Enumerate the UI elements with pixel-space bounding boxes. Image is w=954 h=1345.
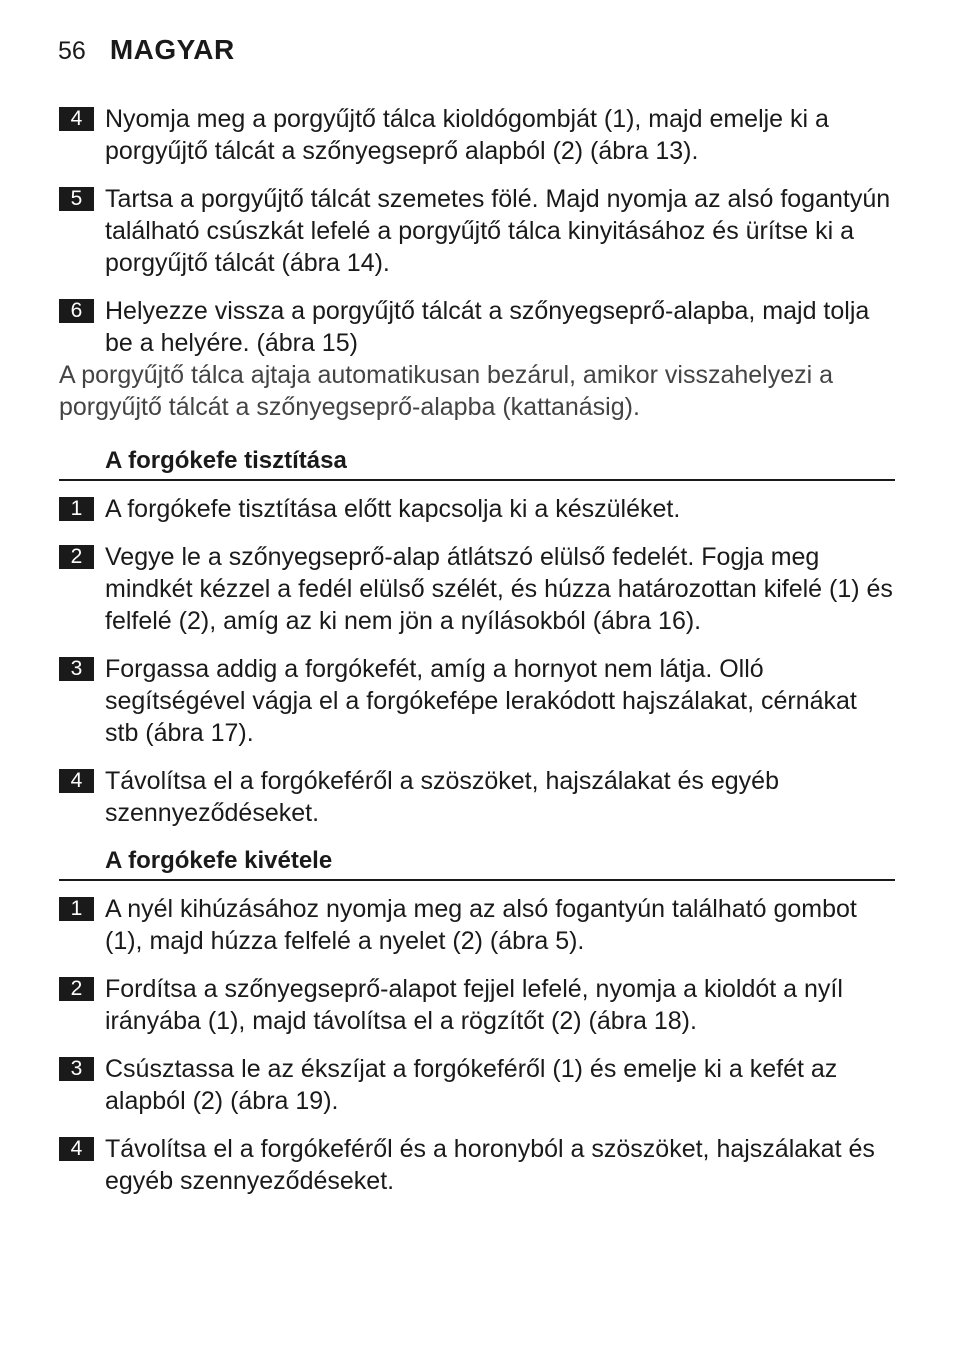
language-heading: MAGYAR bbox=[109, 34, 235, 65]
step-number: 4 bbox=[59, 769, 94, 793]
step-item bbox=[59, 103, 895, 167]
step-text: Távolítsa el a forgókeféről a szöszöket, hajszálakat és egyéb szennyeződéseket. bbox=[105, 767, 779, 827]
page-content bbox=[59, 103, 895, 1213]
step-text: Helyezze vissza a porgyűjtő tálcát a szőnyegseprő-alapba, majd tolja be a helyére. (ábra 15) bbox=[105, 297, 870, 357]
step-item bbox=[59, 295, 895, 359]
step-number: 5 bbox=[59, 187, 94, 211]
step-text: Fordítsa a szőnyegseprő-alapot fejjel lefelé, nyomja a kioldót a nyíl irányába (1), majd távolítsa el a rögzítőt (2) (ábra 18). bbox=[105, 975, 843, 1035]
section-heading: A forgókefe tisztítása bbox=[59, 445, 895, 481]
step-number: 3 bbox=[59, 657, 94, 681]
page-header bbox=[58, 34, 235, 66]
step-item bbox=[59, 1133, 895, 1197]
step-number: 4 bbox=[59, 1137, 94, 1161]
step-text: Csúsztassa le az ékszíjat a forgókeféről (1) és emelje ki a kefét az alapból (2) (ábra 19). bbox=[105, 1055, 838, 1115]
step-number: 4 bbox=[59, 107, 94, 131]
step-item bbox=[59, 893, 895, 957]
step-text: A forgókefe tisztítása előtt kapcsolja ki a készüléket. bbox=[105, 495, 681, 523]
step-item bbox=[59, 765, 895, 829]
step-text: Nyomja meg a porgyűjtő tálca kioldógombját (1), majd emelje ki a porgyűjtő tálcát a szőnyegseprő alapból (2) (ábra 13). bbox=[105, 105, 829, 165]
step-text: Tartsa a porgyűjtő tálcát szemetes fölé. Majd nyomja az alsó fogantyún található csúszkát lefelé a porgyűjtő tálca kinyitásához és ürítse ki a porgyűjtő tálcát (ábra 14). bbox=[105, 185, 891, 277]
step-number: 2 bbox=[59, 977, 94, 1001]
step-item bbox=[59, 183, 895, 279]
step-item bbox=[59, 1053, 895, 1117]
section-heading: A forgókefe kivétele bbox=[59, 845, 895, 881]
page-number: 56 bbox=[58, 37, 86, 65]
step-item bbox=[59, 973, 895, 1037]
step-item bbox=[59, 541, 895, 637]
step-number: 1 bbox=[59, 897, 94, 921]
note-text: A porgyűjtő tálca ajtaja automatikusan bezárul, amikor visszahelyezi a porgyűjtő tálcát a szőnyegseprő-alapba (kattanásig). bbox=[59, 361, 834, 421]
step-text: Távolítsa el a forgókeféről és a horonyból a szöszöket, hajszálakat és egyéb szennyeződéseket. bbox=[105, 1135, 875, 1195]
step-item bbox=[59, 653, 895, 749]
step-item bbox=[59, 493, 895, 525]
step-text: Forgassa addig a forgókefét, amíg a hornyot nem látja. Olló segítségével vágja el a forgókeféре lerakódott hajszálakat, cérnákat stb (ábra 17). bbox=[105, 655, 857, 747]
step-number: 3 bbox=[59, 1057, 94, 1081]
step-number: 2 bbox=[59, 545, 94, 569]
step-number: 1 bbox=[59, 497, 94, 521]
step-text: Vegye le a szőnyegseprő-alap átlátszó elülső fedelét. Fogja meg mindkét kézzel a fedél elülső szélét, és húzza határozottan kifelé (1) és felfelé (2), amíg az ki nem jön a nyílásokból (ábra 16). bbox=[105, 543, 893, 635]
step-text: A nyél kihúzásához nyomja meg az alsó fogantyún található gombot (1), majd húzza felfelé a nyelet (2) (ábra 5). bbox=[105, 895, 857, 955]
step-number: 6 bbox=[59, 299, 94, 323]
